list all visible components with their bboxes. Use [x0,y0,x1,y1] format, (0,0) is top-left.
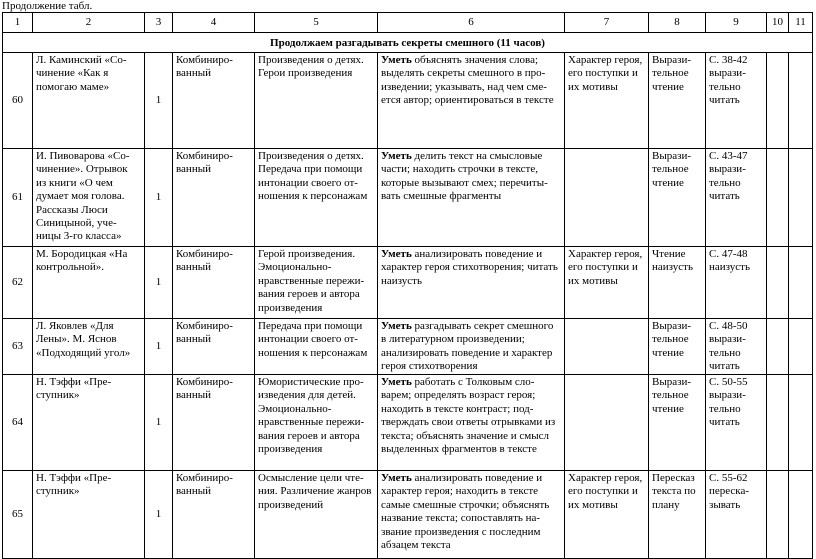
lesson-topic-line: чинение». Отрывок [36,163,128,176]
skill-text-line: объяснять значения слова; [411,54,539,66]
lesson-topic-line: ступник» [36,485,80,498]
lesson-type-cell [173,53,255,149]
lesson-type-cell [173,149,255,247]
lesson-topic-line: Л. Яковлев «Для [36,320,114,332]
lesson-type-line: Комбиниро- [176,150,233,162]
activity-line: Пересказ [652,472,695,484]
concepts-line: его поступки и [568,261,638,274]
homework-line: вырази- [709,389,746,402]
header-cell: 1 [3,13,33,33]
skill-text-line: наизусть [381,274,422,287]
lesson-topic-line: помогаю маме» [36,80,110,93]
lesson-topic-line: Л. Каминский «Со- [36,54,127,66]
skill-keyword: Уметь [381,54,412,66]
lesson-topic-cell [33,319,145,375]
empty-cell-11 [789,319,813,375]
lesson-concepts-cell [565,471,649,559]
table-row [3,247,813,319]
skill-text-line: характер героя; находить в тексте [381,485,539,498]
activity-line: тельное [652,163,689,176]
activity-line: Чтение [652,248,686,260]
section-row [3,33,813,53]
table-row [3,471,813,559]
homework-line: вырази- [709,333,746,346]
section-title: Продолжаем разгадывать секреты смешного (11 часов) [3,33,813,53]
lesson-activity-cell [649,375,706,471]
homework-line: читать [709,416,740,429]
lesson-number-cell: 65 [3,471,33,559]
header-cell: 2 [33,13,145,33]
skill-text-line: ется автор; ориентироваться в тексте [381,94,554,107]
table-row [3,319,813,375]
homework-line: тельно [709,402,741,415]
activity-line: чтение [652,176,684,189]
homework-line: читать [709,360,740,373]
empty-cell-10 [767,471,789,559]
activity-line: Вырази- [652,150,692,162]
lesson-hours-cell: 1 [145,149,173,247]
skill-text-line: тверждать свои ответы отрывками из [381,416,556,429]
lesson-topic-line: из книги «О чем [36,176,113,189]
lesson-topic-cell [33,149,145,247]
lesson-content-line: Эмоционально- [258,402,332,415]
lesson-skill-cell [378,247,565,319]
table-row [3,53,813,149]
lesson-homework-cell [706,319,767,375]
lesson-content-line: интонации своего от- [258,176,358,189]
lesson-type-line: Комбиниро- [176,472,233,484]
lesson-homework-cell [706,471,767,559]
lesson-activity-cell [649,247,706,319]
skill-text-line: выделенных фрагментов в тексте [381,443,537,456]
lesson-type-line: Комбиниро- [176,376,233,388]
lesson-type-line: ванный [176,67,211,80]
table-row [3,375,813,471]
lesson-type-cell [173,247,255,319]
lesson-concepts-cell [565,319,649,375]
lesson-hours-cell: 1 [145,319,173,375]
homework-line: С. 55-62 [709,472,748,484]
lesson-activity-cell [649,471,706,559]
empty-cell-11 [789,149,813,247]
skill-text-line: текста; объяснять значение и смысл [381,429,549,442]
lesson-content-cell [255,319,378,375]
lesson-content-line: Произведения о детях. [258,54,364,66]
lesson-topic-line: думает моя голова. [36,190,125,203]
lesson-content-line: изведения для детей. [258,389,356,402]
lesson-content-line: вания героев и автора [258,288,360,301]
skill-text-line: варем; определять возраст героя; [381,389,536,402]
empty-cell-11 [789,247,813,319]
lesson-type-cell [173,375,255,471]
concepts-line: их мотивы [568,274,618,287]
lesson-topic-line: ницы 3-го класса» [36,230,122,243]
lesson-topic-line: «Подходящий угол» [36,346,131,359]
header-cell: 10 [767,13,789,33]
lesson-number-cell: 64 [3,375,33,471]
header-cell: 6 [378,13,565,33]
skill-keyword: Уметь [381,150,412,162]
empty-cell-10 [767,53,789,149]
skill-text-line: вать смешные фрагменты [381,190,502,203]
lesson-number-cell: 62 [3,247,33,319]
homework-line: С. 47-48 [709,248,748,260]
table-row [3,149,813,247]
lesson-content-cell [255,375,378,471]
concepts-line: Характер героя, [568,472,643,484]
homework-line: С. 50-55 [709,376,748,388]
homework-line: вырази- [709,163,746,176]
lesson-concepts-cell [565,247,649,319]
lesson-content-line: Передача при помощи [258,163,363,176]
homework-line: переска- [709,485,750,498]
lesson-type-cell [173,471,255,559]
activity-line: Вырази- [652,376,692,388]
lesson-activity-cell [649,53,706,149]
skill-keyword: Уметь [381,248,412,260]
activity-line: наизусть [652,261,693,274]
skill-text-line: работать с Толковым сло- [411,376,535,388]
lesson-skill-cell [378,471,565,559]
skill-text-line: части; находить строчки в тексте, [381,163,538,176]
header-cell: 11 [789,13,813,33]
homework-line: тельно [709,176,741,189]
skill-text-line: находить в тексте контраст; под- [381,402,534,415]
lesson-skill-cell [378,375,565,471]
skill-text-line: самые смешные строчки; объяснять [381,498,550,511]
lesson-topic-cell [33,247,145,319]
activity-line: Вырази- [652,320,692,332]
table-caption: Продолжение табл. [2,0,93,12]
lesson-content-cell [255,149,378,247]
skill-text-line: название текста; сопоставлять на- [381,512,541,525]
lesson-content-line: произведения [258,443,323,456]
lesson-content-line: Юмористические про- [258,376,364,388]
homework-line: тельно [709,346,741,359]
lesson-topic-line: ступник» [36,389,80,402]
lesson-hours-cell: 1 [145,53,173,149]
header-row [3,13,813,33]
skill-text-line: выделять секреты смешного в про- [381,67,546,80]
skill-keyword: Уметь [381,320,412,332]
lesson-content-cell [255,53,378,149]
activity-line: тельное [652,333,689,346]
empty-cell-10 [767,375,789,471]
homework-line: С. 38-42 [709,54,748,66]
lesson-topic-line: чинение «Как я [36,67,109,80]
skill-text-line: абзацем текста [381,539,451,552]
activity-line: чтение [652,80,684,93]
homework-line: наизусть [709,261,750,274]
skill-text-line: анализировать поведение и [411,248,543,260]
lesson-content-line: ния. Различение жанров [258,485,372,498]
homework-line: вырази- [709,67,746,80]
lesson-type-line: Комбиниро- [176,54,233,66]
homework-line: тельно [709,80,741,93]
lesson-content-line: Передача при помощи [258,320,363,332]
lesson-homework-cell [706,53,767,149]
lesson-hours-cell: 1 [145,471,173,559]
lesson-activity-cell [649,149,706,247]
skill-text-line: делить текст на смысловые [411,150,543,162]
lesson-type-line: ванный [176,333,211,346]
header-cell: 5 [255,13,378,33]
lesson-content-line: Герои произведения [258,67,353,80]
lesson-type-line: Комбиниро- [176,320,233,332]
empty-cell-10 [767,149,789,247]
empty-cell-11 [789,471,813,559]
homework-line: С. 43-47 [709,150,748,162]
lesson-content-cell [255,247,378,319]
homework-line: зывать [709,498,741,511]
activity-line: текста по [652,485,696,498]
lesson-type-line: ванный [176,485,211,498]
lesson-topic-cell [33,53,145,149]
lesson-topic-line: Н. Тэффи «Пре- [36,472,112,484]
skill-text-line: изведении; указывать, над чем сме- [381,80,547,93]
lesson-topic-line: М. Бородицкая «На [36,248,128,260]
lesson-concepts-cell [565,53,649,149]
lesson-content-line: вания героев и автора [258,429,360,442]
lesson-type-line: Комбиниро- [176,248,233,260]
lesson-number-cell: 60 [3,53,33,149]
lesson-type-line: ванный [176,261,211,274]
lesson-content-line: Осмысление цели чте- [258,472,364,484]
lesson-content-cell [255,471,378,559]
activity-line: Вырази- [652,54,692,66]
skill-text-line: звание произведения с последним [381,525,541,538]
lesson-activity-cell [649,319,706,375]
activity-line: плану [652,498,680,511]
empty-cell-11 [789,53,813,149]
skill-text-line: героя стихотворения [381,360,478,373]
lesson-homework-cell [706,247,767,319]
lesson-topic-cell [33,471,145,559]
concepts-line: их мотивы [568,498,618,511]
concepts-line: Характер героя, [568,248,643,260]
skill-text-line: которые вызывают смех; перечиты- [381,176,548,189]
lesson-plan-table [2,12,813,559]
header-cell: 8 [649,13,706,33]
lesson-content-line: Герой произведения. [258,248,356,260]
lesson-type-cell [173,319,255,375]
empty-cell-11 [789,375,813,471]
lesson-content-line: интонации своего от- [258,333,358,346]
header-cell: 9 [706,13,767,33]
activity-line: тельное [652,67,689,80]
skill-text-line: в литературном произведении; [381,333,525,346]
lesson-homework-cell [706,149,767,247]
activity-line: чтение [652,402,684,415]
activity-line: чтение [652,346,684,359]
lesson-topic-cell [33,375,145,471]
concepts-line: его поступки и [568,485,638,498]
lesson-number-cell: 61 [3,149,33,247]
lesson-number-cell: 63 [3,319,33,375]
lesson-skill-cell [378,149,565,247]
lesson-skill-cell [378,319,565,375]
lesson-content-line: произведения [258,301,323,314]
lesson-homework-cell [706,375,767,471]
lesson-topic-line: Рассказы Люси [36,203,108,216]
empty-cell-10 [767,319,789,375]
skill-text-line: анализировать поведение и [411,472,543,484]
lesson-content-line: Эмоционально- [258,261,332,274]
lesson-topic-line: Н. Тэффи «Пре- [36,376,112,388]
lesson-content-line: произведений [258,498,324,511]
homework-line: читать [709,94,740,107]
lesson-content-line: нравственные пережи- [258,416,365,429]
header-cell: 7 [565,13,649,33]
homework-line: читать [709,190,740,203]
lesson-topic-line: Лены». М. Яснов [36,333,117,346]
homework-line: С. 48-50 [709,320,748,332]
lesson-type-line: ванный [176,163,211,176]
lesson-hours-cell: 1 [145,247,173,319]
skill-text-line: разгадывать секрет смешного [411,320,554,332]
skill-keyword: Уметь [381,376,412,388]
lesson-hours-cell: 1 [145,375,173,471]
activity-line: тельное [652,389,689,402]
header-cell: 3 [145,13,173,33]
skill-text-line: анализировать поведение и характер [381,346,553,359]
lesson-content-line: ношения к персонажам [258,346,368,359]
lesson-content-line: Произведения о детях. [258,150,364,162]
lesson-content-line: нравственные пережи- [258,274,365,287]
concepts-line: его поступки и [568,67,638,80]
skill-keyword: Уметь [381,472,412,484]
lesson-topic-line: Синицыной, уче- [36,217,117,230]
lesson-skill-cell [378,53,565,149]
lesson-content-line: ношения к персонажам [258,190,368,203]
header-cell: 4 [173,13,255,33]
skill-text-line: характер героя стихотворения; читать [381,261,558,274]
lesson-concepts-cell [565,375,649,471]
empty-cell-10 [767,247,789,319]
lesson-type-line: ванный [176,389,211,402]
concepts-line: Характер героя, [568,54,643,66]
table-body [3,13,813,559]
lesson-topic-line: контрольной». [36,261,104,274]
concepts-line: их мотивы [568,80,618,93]
lesson-concepts-cell [565,149,649,247]
lesson-topic-line: И. Пивоварова «Со- [36,150,130,162]
